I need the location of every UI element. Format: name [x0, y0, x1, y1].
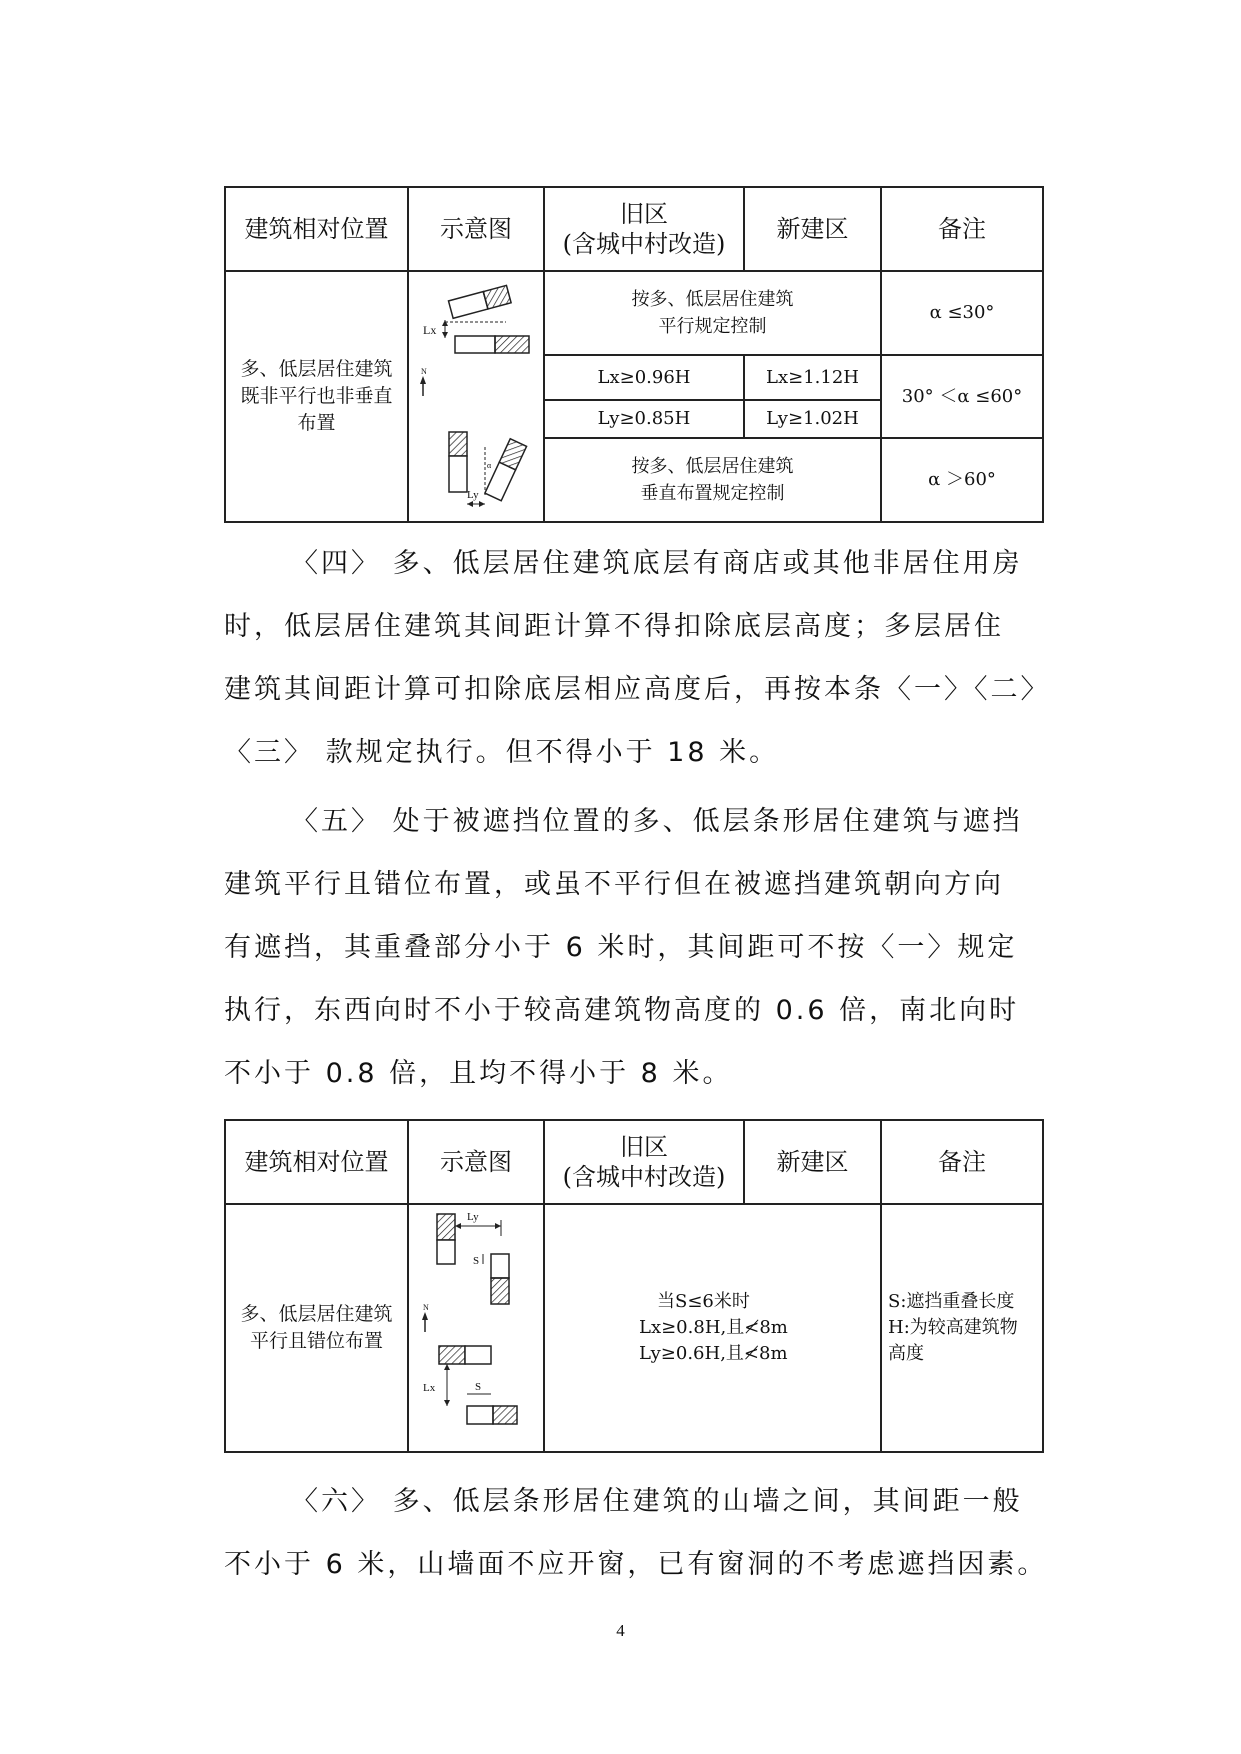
ly-new-value: Ly≥1.02H: [744, 400, 881, 438]
remark-middle: 30° ＜α ≤60°: [881, 355, 1043, 438]
north-arrow-icon: [422, 1312, 428, 1320]
remark-parallel: α ≤30°: [881, 271, 1043, 355]
ly-label: Ly: [467, 489, 479, 501]
header-remarks: 备注: [881, 1120, 1043, 1204]
para5-line-4: 执行，东西向时不小于较高建筑物高度的 0.6 倍，南北向时: [224, 995, 1020, 1026]
diagram-cell: [408, 271, 544, 522]
header-diagram: 示意图: [408, 187, 544, 271]
north-label: N: [421, 367, 427, 376]
lx-old-value: Lx≥0.96H: [544, 355, 744, 400]
north-arrow-icon: [420, 376, 426, 384]
rotated-building-a: [448, 285, 511, 318]
para5-line-1: 〈五〉 处于被遮挡位置的多、低层条形居住建筑与遮挡: [291, 806, 1023, 837]
para6-line-2: 不小于 6 米，山墙面不应开窗，已有窗洞的不考虑遮挡因素。: [224, 1549, 1048, 1580]
vertical-rule: 按多、低层居住建筑 垂直布置规定控制: [544, 438, 881, 522]
header-diagram: 示意图: [408, 1120, 544, 1204]
header-new-area: 新建区: [744, 1120, 881, 1204]
table-row: [225, 1204, 1043, 1452]
header-new-area: 新建区: [744, 187, 881, 271]
lx-label: Lx: [423, 323, 437, 337]
header-old-area: 旧区 (含城中村改造): [544, 187, 744, 271]
header-old-area: 旧区 (含城中村改造): [544, 1120, 744, 1204]
alpha-label: α: [487, 461, 492, 470]
lx-new-value: Lx≥1.12H: [744, 355, 881, 400]
para4-line-1: 〈四〉 多、低层居住建筑底层有商店或其他非居住用房: [291, 548, 1023, 579]
staggered-diagram: [411, 1206, 541, 1446]
para4-line-2: 时，低层居住建筑其间距计算不得扣除底层高度；多层居住: [224, 611, 1004, 642]
s-label-bottom: S: [475, 1381, 482, 1393]
staggered-rule: 当S≤6米时 Lx≥0.8H,且≮8m Ly≥0.6H,且≮8m: [544, 1204, 881, 1452]
header-position: 建筑相对位置: [225, 187, 408, 271]
parallel-rule: 按多、低层居住建筑 平行规定控制: [544, 271, 881, 355]
diagram-cell: [408, 1204, 544, 1452]
para6-line-1: 〈六〉 多、低层条形居住建筑的山墙之间，其间距一般: [291, 1486, 1023, 1517]
paragraph-4: [224, 532, 1051, 784]
table-header-row: [225, 187, 1043, 271]
non-parallel-diagram: [411, 272, 541, 517]
page-number: 4: [616, 1621, 625, 1640]
table-row: [225, 271, 1043, 355]
staggered-remarks: S:遮挡重叠长度 H:为较高建筑物 高度: [881, 1204, 1043, 1452]
row-label: 多、低层居住建筑 既非平行也非垂直 布置: [225, 271, 408, 522]
para5-line-2: 建筑平行且错位布置，或虽不平行但在被遮挡建筑朝向方向: [224, 869, 1004, 900]
para5-line-5: 不小于 0.8 倍，且均不得小于 8 米。: [224, 1058, 733, 1089]
table-staggered: [224, 1119, 1044, 1453]
para4-line-4: 〈三〉 款规定执行。但不得小于 18 米。: [224, 737, 780, 768]
table-non-parallel: [224, 186, 1044, 523]
para4-line-3: 建筑其间距计算可扣除底层相应高度后，再按本条〈一〉〈二〉: [224, 674, 1051, 705]
lx-label: Lx: [423, 1382, 436, 1394]
north-label: N: [423, 1303, 429, 1312]
header-position: 建筑相对位置: [225, 1120, 408, 1204]
header-remarks: 备注: [881, 187, 1043, 271]
remark-vertical: α ＞60°: [881, 438, 1043, 522]
paragraph-5: [224, 790, 1042, 1105]
ly-label: Ly: [467, 1211, 479, 1223]
ly-old-value: Ly≥0.85H: [544, 400, 744, 438]
s-label-top: S: [473, 1255, 480, 1267]
table-header-row: [225, 1120, 1043, 1204]
paragraph-6: [224, 1470, 1048, 1596]
para5-line-3: 有遮挡，其重叠部分小于 6 米时，其间距可不按〈一〉规定: [224, 932, 1018, 963]
row-label: 多、低层居住建筑 平行且错位布置: [225, 1204, 408, 1452]
